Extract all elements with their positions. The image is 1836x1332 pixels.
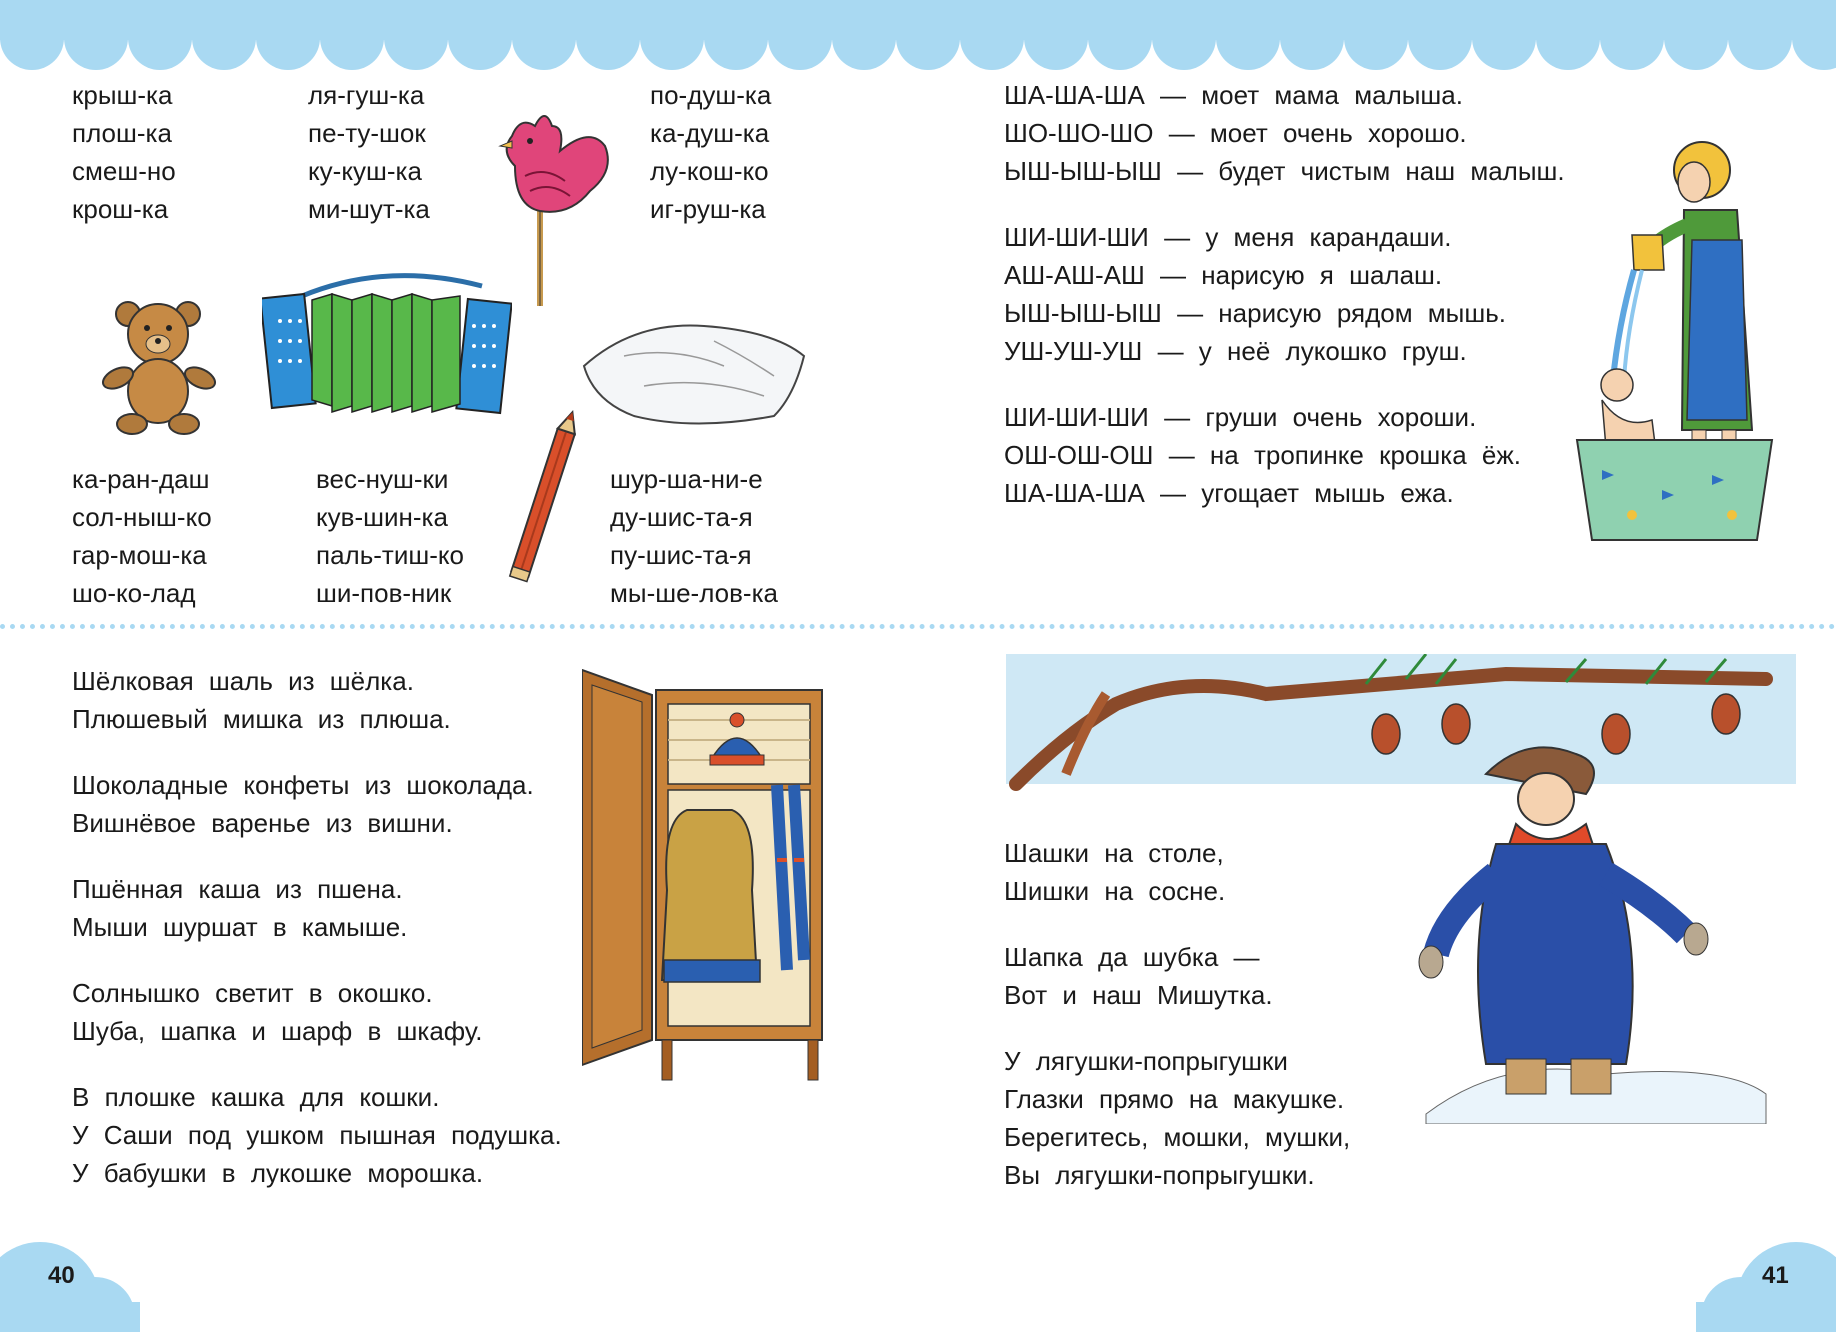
syllable-word: ля-гуш-ка [308,80,425,110]
syllable-word: шо-ко-лад [72,578,196,608]
syllable-column-2 [308,76,430,228]
section-divider [0,624,1836,629]
sentence-line: Мыши шуршат в камыше. [72,912,408,942]
syllable-word: паль-тиш-ко [316,540,464,570]
sentence-line: Шёлковая шаль из шёлка. [72,666,414,696]
wardrobe-illustration [582,660,842,1090]
teddy-bear-illustration [100,296,220,436]
sentence-line: У Саши под ушком пышная подушка. [72,1120,562,1150]
sentence-line: У бабушки в лукошке морошка. [72,1158,484,1188]
sentence-line: Вишнёвое варенье из вишни. [72,808,453,838]
syllable-word: ку-куш-ка [308,156,422,186]
accordion-illustration [262,266,512,426]
poem-block [1004,834,1350,1194]
chant-line: ШИ-ШИ-ШИ — у меня карандаши. [1004,222,1452,252]
syllable-column-3 [650,76,771,228]
page-number-left: 40 [48,1262,75,1289]
syllable-word: мы-ше-лов-ка [610,578,778,608]
chant-line: ШИ-ШИ-ШИ — груши очень хороши. [1004,402,1477,432]
sentence-line: Пшённая каша из пшена. [72,874,403,904]
pencil-illustration [504,408,584,598]
chant-line: УШ-УШ-УШ — у неё лукошко груш. [1004,336,1467,366]
syllable-word: пе-ту-шок [308,118,426,148]
chant-block [1004,76,1565,512]
syllable-word: гар-мош-ка [72,540,207,570]
syllable-column-1 [72,76,176,228]
syllable-word: плош-ка [72,118,172,148]
sentence-block [72,662,562,1192]
poem-line: Вот и наш Мишутка. [1004,980,1273,1010]
syllable-word: крош-ка [72,194,169,224]
sentence-line: В плошке кашка для кошки. [72,1082,440,1112]
chant-line: ЫШ-ЫШ-ЫШ — будет чистым наш малыш. [1004,156,1565,186]
syllable-word: по-душ-ка [650,80,772,110]
sentence-line: Шуба, шапка и шарф в шкафу. [72,1016,483,1046]
syllable-word: ми-шут-ка [308,194,430,224]
syllable-word: иг-руш-ка [650,194,766,224]
syllable-word: ду-шис-та-я [610,502,753,532]
poem-line: Шашки на столе, [1004,838,1224,868]
syllable-word: смеш-но [72,156,176,186]
syllable-word: крыш-ка [72,80,173,110]
sentence-line: Шоколадные конфеты из шоколада. [72,770,534,800]
poem-line: Вы лягушки-попрыгушки. [1004,1160,1315,1190]
chant-line: ША-ША-ША — моет мама малыша. [1004,80,1463,110]
chant-line: ШО-ШО-ШО — моет очень хорошо. [1004,118,1467,148]
pillow-illustration [574,316,814,436]
poem-line: Шапка да шубка — [1004,942,1260,972]
chant-line: ОШ-ОШ-ОШ — на тропинке крошка ёж. [1004,440,1521,470]
poem-line: Глазки прямо на макушке. [1004,1084,1345,1114]
syllable-word: ши-пов-ник [316,578,452,608]
syllable-word: сол-ныш-ко [72,502,212,532]
syllable-word: кув-шин-ка [316,502,448,532]
syllable-word: ка-душ-ка [650,118,770,148]
chant-line: ША-ША-ША — угощает мышь ежа. [1004,478,1454,508]
syllable-word: вес-нуш-ки [316,464,449,494]
syllable-word: лу-кош-ко [650,156,769,186]
poem-line: Шишки на сосне. [1004,876,1226,906]
mother-bathing-child-illustration [1572,130,1782,550]
syllable-word: пу-шис-та-я [610,540,752,570]
sentence-line: Плюшевый мишка из плюша. [72,704,451,734]
page-number-right: 41 [1762,1262,1789,1289]
syllable-column-4 [72,460,212,612]
poem-line: У лягушки-попрыгушки [1004,1046,1288,1076]
chant-line: АШ-АШ-АШ — нарисую я шалаш. [1004,260,1443,290]
cloud-border-top [0,0,1836,80]
syllable-word: шур-ша-ни-е [610,464,763,494]
syllable-word: ка-ран-даш [72,464,210,494]
chant-line: ЫШ-ЫШ-ЫШ — нарисую рядом мышь. [1004,298,1506,328]
syllable-column-6 [610,460,778,612]
poem-line: Берегитесь, мошки, мушки, [1004,1122,1351,1152]
sentence-line: Солнышко светит в окошко. [72,978,433,1008]
syllable-column-5 [316,460,464,612]
